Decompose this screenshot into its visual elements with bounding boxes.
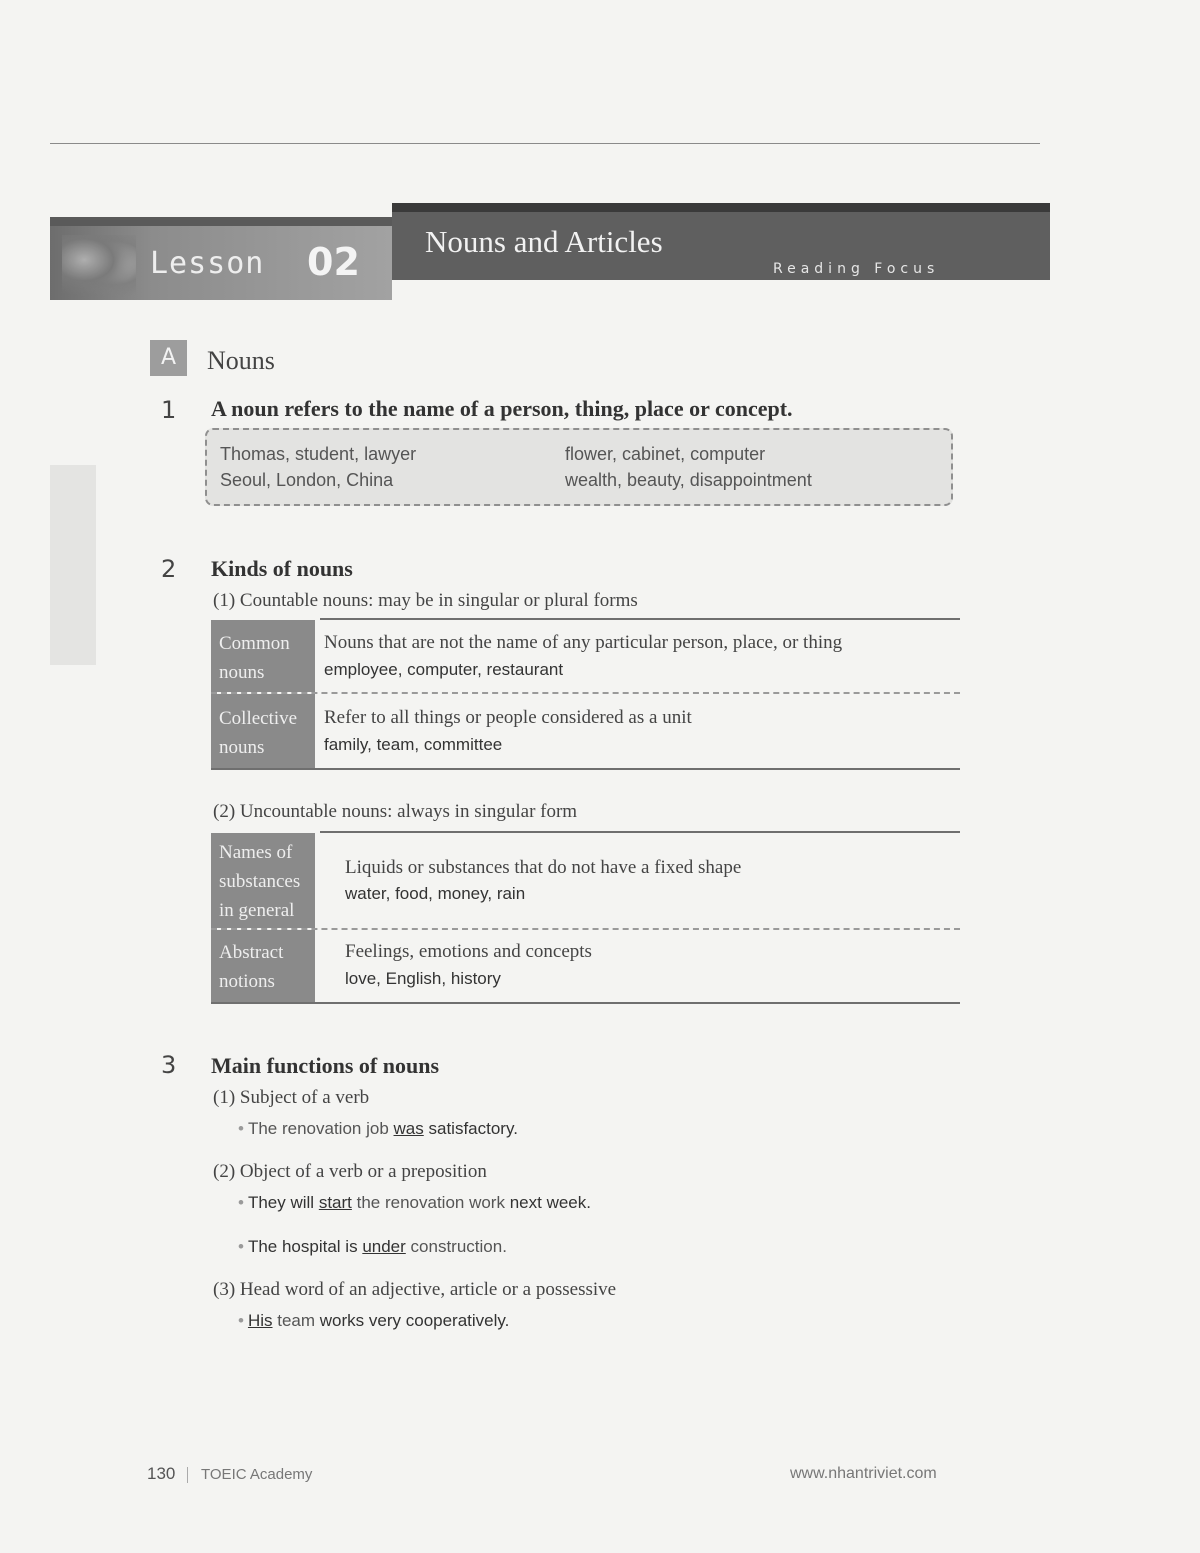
row-header-line: Abstract [219, 942, 284, 963]
row-definition: Nouns that are not the name of any particular person, place, or thing [324, 632, 843, 653]
table-rule [320, 831, 960, 833]
row-examples: family, team, committee [324, 735, 503, 754]
page-number: 130 [147, 1464, 176, 1483]
item-number: 3 [161, 1051, 177, 1079]
sentence-part: next week. [509, 1193, 591, 1212]
section-title: Nouns [207, 346, 275, 375]
row-definition: Feelings, emotions and concepts [345, 941, 592, 962]
lesson-number: 02 [307, 240, 360, 284]
sentence-part: They will [247, 1193, 315, 1212]
sentence-verb: start [318, 1193, 352, 1212]
sentence-part: The hospital is [247, 1237, 358, 1256]
table-row-header [211, 833, 315, 928]
lesson-label: Lesson [150, 246, 265, 281]
page-subtitle: Reading Focus [773, 261, 940, 277]
bullet-icon: • [238, 1237, 244, 1256]
row-header-line: Collective [219, 708, 298, 729]
sentence-part: satisfactory. [428, 1119, 518, 1138]
row-definition: Liquids or substances that do not have a fixed shape [345, 857, 742, 878]
book-title: TOEIC Academy [201, 1466, 313, 1483]
sentence-preposition: under [362, 1237, 406, 1256]
function-label: (1) Subject of a verb [213, 1087, 370, 1108]
item-heading: A noun refers to the name of a person, thing, place or concept. [211, 396, 793, 421]
students-photo [62, 235, 136, 297]
footer-divider [187, 1467, 188, 1483]
sentence-verb: was [393, 1119, 424, 1138]
website-url: www.nhantriviet.com [790, 1465, 937, 1482]
sentence-part: the renovation work [356, 1193, 505, 1212]
bullet-icon: • [238, 1311, 244, 1330]
row-header-line: Common [219, 633, 290, 654]
example-sentence [238, 1119, 518, 1139]
item-heading: Main functions of nouns [211, 1053, 440, 1078]
bullet-icon: • [238, 1119, 244, 1138]
item-number: 1 [161, 396, 177, 424]
row-header-line: substances [219, 871, 301, 892]
subsection-label: (1) Countable nouns: may be in singular or plural forms [213, 590, 638, 611]
item-number: 2 [161, 555, 177, 583]
table-rule [320, 618, 960, 620]
example-line: wealth, beauty, disappointment [565, 470, 812, 490]
row-examples: employee, computer, restaurant [324, 660, 564, 679]
table-divider [211, 928, 960, 930]
table-row-header [211, 694, 315, 768]
row-header-line: Names of [219, 842, 293, 863]
sentence-possessive: His [247, 1311, 273, 1330]
table-rule [211, 1002, 960, 1004]
row-header-line: nouns [219, 737, 265, 758]
bullet-icon: • [238, 1193, 244, 1212]
example-line: flower, cabinet, computer [565, 444, 766, 464]
sentence-part: The renovation job [247, 1119, 389, 1138]
item-heading: Kinds of nouns [211, 556, 353, 581]
top-rule [50, 143, 1040, 144]
table-rule [211, 768, 960, 770]
row-header-line: in general [219, 900, 295, 921]
example-line: Seoul, London, China [220, 470, 394, 490]
sentence-part: team [277, 1311, 316, 1330]
example-line: Thomas, student, lawyer [220, 444, 417, 464]
example-sentence [238, 1237, 507, 1257]
function-label: (3) Head word of an adjective, article or a possessive [213, 1279, 617, 1300]
table-row-header [211, 930, 315, 1002]
row-header-line: nouns [219, 662, 265, 683]
scan-shadow [50, 465, 96, 665]
row-header-line: notions [219, 971, 275, 992]
section-badge: A [150, 340, 187, 376]
row-examples: love, English, history [345, 969, 501, 988]
subsection-label: (2) Uncountable nouns: always in singular form [213, 801, 578, 822]
sentence-part: works very cooperatively. [319, 1311, 510, 1330]
example-box [205, 428, 953, 506]
row-examples: water, food, money, rain [345, 884, 526, 903]
example-sentence [238, 1311, 509, 1331]
table-row-header [211, 620, 315, 692]
example-sentence [238, 1193, 591, 1213]
row-definition: Refer to all things or people considered as a unit [324, 707, 692, 728]
table-divider [211, 692, 960, 694]
sentence-part: construction. [410, 1237, 507, 1256]
page-title: Nouns and Articles [425, 224, 663, 259]
function-label: (2) Object of a verb or a preposition [213, 1161, 487, 1182]
